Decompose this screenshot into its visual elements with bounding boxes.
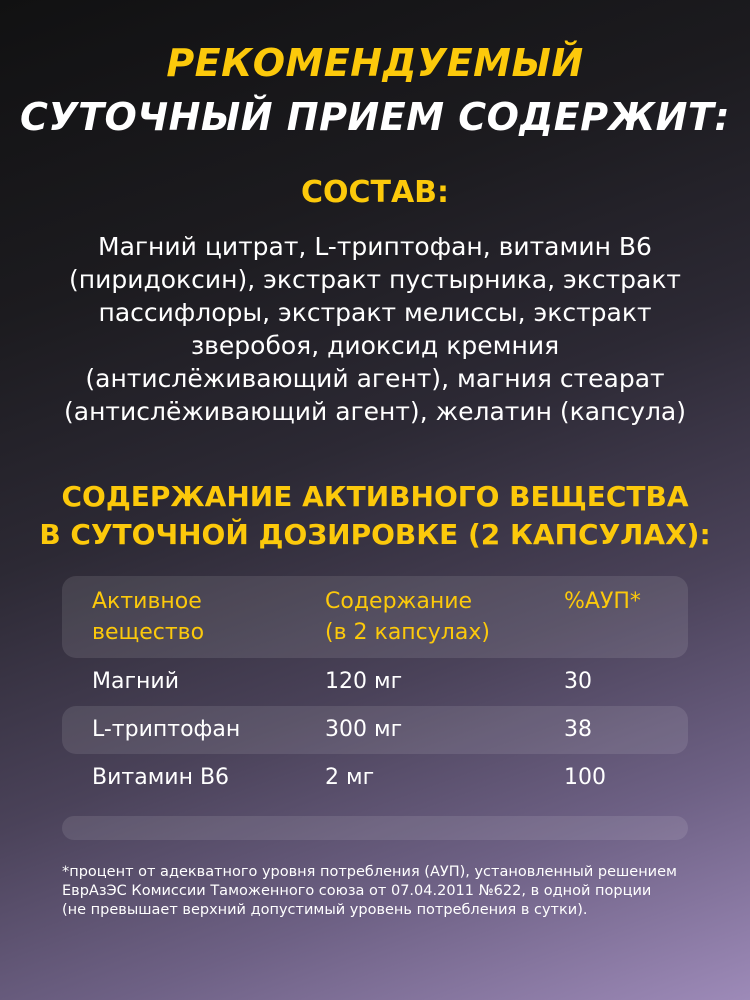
- cell-percent: 30: [564, 669, 592, 694]
- table-row: [62, 658, 688, 706]
- cell-substance: Магний: [92, 669, 180, 694]
- table-footer-bar: [62, 816, 688, 840]
- table-row: [62, 706, 688, 754]
- header-percent: [564, 586, 641, 617]
- header-amount: [325, 586, 490, 648]
- composition-line: Магний цитрат, L-триптофан, витамин B6: [98, 232, 652, 261]
- cell-substance: L-триптофан: [92, 717, 241, 742]
- header-substance: [92, 586, 204, 648]
- footnote-line: (не превышает верхний допустимый уровень потребления в сутки).: [62, 902, 588, 918]
- composition-line: пассифлоры, экстракт мелиссы, экстракт: [98, 298, 652, 327]
- cell-amount: 2 мг: [325, 765, 375, 790]
- header-substance-l1: Активное: [92, 589, 202, 614]
- active-heading-line-1: СОДЕРЖАНИЕ АКТИВНОГО ВЕЩЕСТВА: [61, 480, 689, 513]
- active-heading-line-2: В СУТОЧНОЙ ДОЗИРОВКЕ (2 КАПСУЛАХ):: [39, 518, 711, 551]
- table-header-row: [62, 576, 688, 658]
- composition-line: (антислёживающий агент), магния стеарат: [85, 364, 665, 393]
- footnote-line: ЕврАзЭС Комиссии Таможенного союза от 07.04.2011 №622, в одной порции: [62, 883, 652, 899]
- cell-amount: 120 мг: [325, 669, 403, 694]
- header-substance-l2: вещество: [92, 620, 205, 645]
- cell-amount: 300 мг: [325, 717, 403, 742]
- composition-line: зверобоя, диоксид кремния: [190, 331, 560, 360]
- cell-substance: Витамин B6: [92, 765, 230, 790]
- header-amount-l1: Содержание: [325, 589, 473, 614]
- title-line-2: СУТОЧНЫЙ ПРИЕМ СОДЕРЖИТ:: [19, 95, 731, 139]
- composition-line: (пиридоксин), экстракт пустырника, экстракт: [69, 265, 681, 294]
- footnote: [62, 863, 702, 920]
- header-percent-l1: %АУП*: [564, 589, 641, 614]
- composition-heading: СОСТАВ:: [300, 175, 450, 210]
- active-substance-table: [62, 576, 688, 840]
- composition-text: [60, 230, 690, 428]
- composition-line: (антислёживающий агент), желатин (капсула): [64, 397, 686, 426]
- active-substance-heading: [0, 478, 750, 554]
- header-amount-l2: (в 2 капсулах): [325, 620, 490, 645]
- cell-percent: 38: [564, 717, 592, 742]
- footnote-line: *процент от адекватного уровня потребления (АУП), установленный решением: [62, 864, 677, 880]
- table-row: [62, 754, 688, 802]
- title-line-1: РЕКОМЕНДУЕМЫЙ: [166, 41, 584, 85]
- cell-percent: 100: [564, 765, 606, 790]
